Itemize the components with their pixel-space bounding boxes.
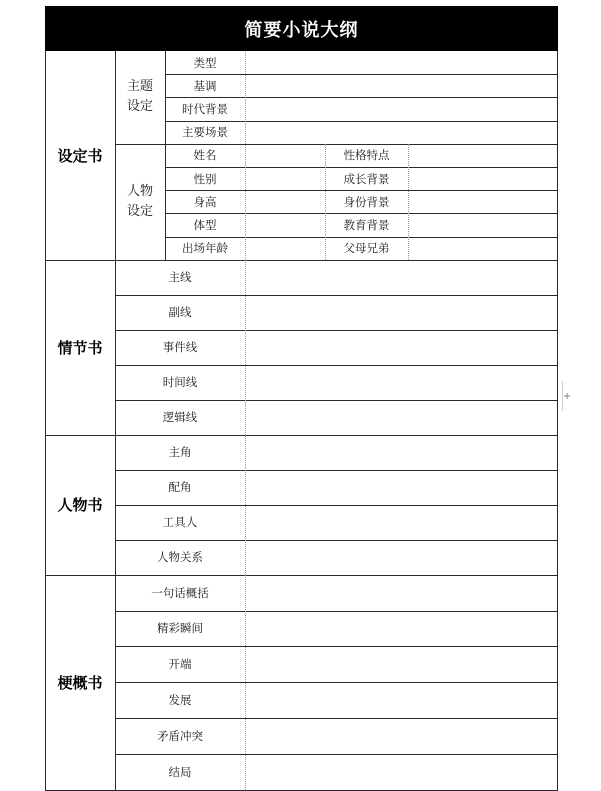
character-field-label: 身高 bbox=[193, 194, 217, 209]
character-field-label: 体型 bbox=[193, 217, 217, 232]
character-trait-label: 父母兄弟 bbox=[343, 241, 390, 256]
characters-field-label: 配角 bbox=[168, 480, 192, 495]
characters-field-label: 人物关系 bbox=[157, 550, 203, 565]
section-label-plot: 情节书 bbox=[57, 338, 103, 357]
character-trait-input[interactable] bbox=[408, 144, 558, 167]
plot-field-label: 事件线 bbox=[162, 340, 198, 355]
theme-setting-label bbox=[115, 51, 165, 144]
field-column-divider bbox=[245, 260, 246, 435]
section-column-divider bbox=[115, 260, 116, 435]
summary-field-label: 矛盾冲突 bbox=[157, 728, 203, 743]
field-column-divider bbox=[245, 435, 246, 575]
character-field-label: 性别 bbox=[193, 171, 217, 186]
character-setting-label bbox=[115, 144, 165, 260]
characters-field-label: 工具人 bbox=[162, 515, 198, 530]
summary-field-input[interactable] bbox=[245, 754, 558, 790]
characters-field-input[interactable] bbox=[245, 435, 558, 470]
table-left-border bbox=[45, 51, 46, 790]
plot-field-input[interactable] bbox=[245, 365, 558, 400]
character-field-label: 出场年龄 bbox=[182, 241, 228, 256]
plot-field-label: 逻辑线 bbox=[162, 410, 198, 425]
sub-column-divider bbox=[165, 51, 166, 260]
section-column-divider bbox=[115, 51, 116, 260]
plot-field-label: 主线 bbox=[168, 270, 192, 285]
character-trait-input[interactable] bbox=[408, 213, 558, 236]
character-trait-input[interactable] bbox=[408, 237, 558, 260]
character-field-input[interactable] bbox=[245, 144, 325, 167]
section-label-characters: 人物书 bbox=[57, 496, 103, 515]
section-divider bbox=[45, 790, 558, 791]
summary-field-input[interactable] bbox=[245, 575, 558, 611]
plot-field-label: 时间线 bbox=[162, 375, 198, 390]
field-column-divider bbox=[325, 144, 326, 260]
theme-field-label: 基调 bbox=[193, 78, 217, 93]
characters-field-label: 主角 bbox=[168, 445, 192, 460]
character-setting-label-line2: 设定 bbox=[126, 203, 153, 219]
summary-field-input[interactable] bbox=[245, 646, 558, 682]
character-trait-label: 成长背景 bbox=[343, 171, 390, 186]
theme-field-input[interactable] bbox=[245, 121, 558, 144]
field-column-divider bbox=[408, 144, 409, 260]
characters-field-input[interactable] bbox=[245, 470, 558, 505]
add-tab-icon[interactable]: + bbox=[562, 381, 571, 411]
character-field-input[interactable] bbox=[245, 213, 325, 236]
subsection-divider bbox=[115, 144, 165, 145]
plot-field-input[interactable] bbox=[245, 400, 558, 435]
summary-field-label: 一句话概括 bbox=[151, 585, 209, 600]
section-label-summary: 梗概书 bbox=[57, 673, 103, 692]
page-title: 简要小说大纲 bbox=[45, 6, 558, 51]
theme-field-input[interactable] bbox=[245, 97, 558, 120]
plot-field-label: 副线 bbox=[168, 305, 192, 320]
outline-table bbox=[45, 51, 558, 788]
theme-field-input[interactable] bbox=[245, 51, 558, 74]
field-column-divider bbox=[245, 575, 246, 790]
character-field-input[interactable] bbox=[245, 190, 325, 213]
character-trait-input[interactable] bbox=[408, 167, 558, 190]
section-column-divider bbox=[115, 435, 116, 575]
plot-field-input[interactable] bbox=[245, 330, 558, 365]
theme-setting-label-line1: 主题 bbox=[126, 79, 153, 95]
summary-field-label: 发展 bbox=[168, 693, 192, 708]
summary-field-label: 结局 bbox=[168, 764, 192, 779]
character-trait-input[interactable] bbox=[408, 190, 558, 213]
summary-field-label: 精彩瞬间 bbox=[157, 621, 203, 636]
character-field-label: 姓名 bbox=[193, 148, 217, 163]
theme-field-input[interactable] bbox=[245, 74, 558, 97]
section-label-setting: 设定书 bbox=[57, 146, 103, 165]
character-trait-label: 性格特点 bbox=[343, 148, 390, 163]
summary-field-input[interactable] bbox=[245, 682, 558, 718]
characters-field-input[interactable] bbox=[245, 505, 558, 540]
character-field-input[interactable] bbox=[245, 167, 325, 190]
theme-setting-label-line2: 设定 bbox=[126, 99, 153, 115]
theme-field-label: 类型 bbox=[193, 55, 217, 70]
summary-field-label: 开端 bbox=[168, 657, 192, 672]
field-column-divider bbox=[245, 51, 246, 260]
summary-field-input[interactable] bbox=[245, 611, 558, 647]
character-trait-label: 教育背景 bbox=[343, 217, 390, 232]
character-field-input[interactable] bbox=[245, 237, 325, 260]
outline-sheet bbox=[45, 6, 558, 788]
characters-field-input[interactable] bbox=[245, 540, 558, 575]
theme-field-label: 时代背景 bbox=[182, 101, 228, 116]
character-trait-label: 身份背景 bbox=[343, 194, 390, 209]
plot-field-input[interactable] bbox=[245, 295, 558, 330]
theme-field-label: 主要场景 bbox=[182, 125, 228, 140]
character-setting-label-line1: 人物 bbox=[126, 183, 153, 199]
plot-field-input[interactable] bbox=[245, 260, 558, 295]
summary-field-input[interactable] bbox=[245, 718, 558, 754]
table-right-border bbox=[557, 51, 558, 790]
section-column-divider bbox=[115, 575, 116, 790]
